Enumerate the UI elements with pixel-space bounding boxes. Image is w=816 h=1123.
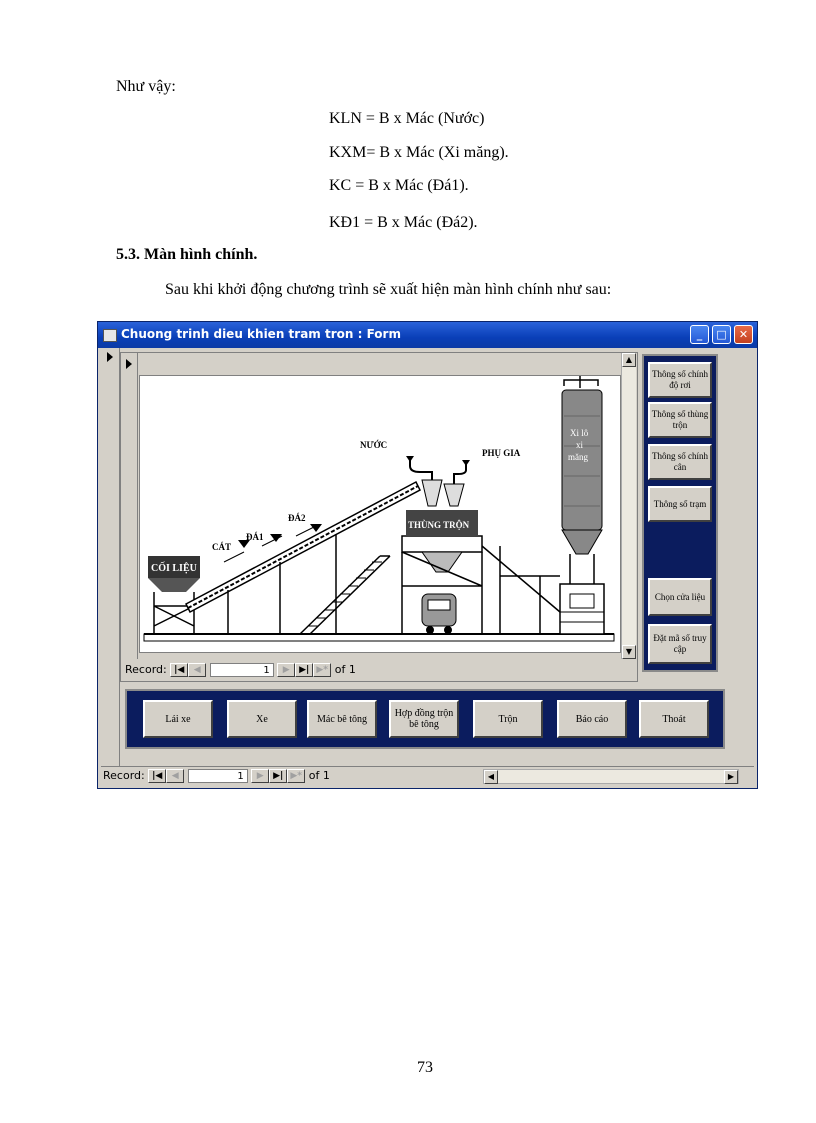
access-form-window bbox=[97, 321, 758, 789]
label-coi-lieu: CỐI LIỆU bbox=[151, 563, 197, 574]
subform-record-number[interactable]: 1 bbox=[210, 663, 274, 677]
drum-settings-button[interactable]: Thông số thùng trộn bbox=[648, 402, 712, 438]
record-selector[interactable] bbox=[101, 348, 120, 766]
truck-wheel-left bbox=[426, 626, 434, 634]
settings-panel bbox=[642, 354, 718, 672]
section-paragraph: Sau khi khởi động chương trình sẽ xuất hiện màn hình chính như sau: bbox=[165, 281, 612, 298]
main-menu-panel bbox=[125, 689, 725, 749]
label-da2: ĐÁ2 bbox=[288, 513, 306, 523]
silo-base-window bbox=[570, 594, 594, 608]
last-record-button[interactable]: ▶| bbox=[295, 663, 313, 677]
label-thung-tron: THÙNG TRỘN bbox=[408, 520, 470, 530]
access-code-button[interactable]: Đặt mã số truy cập bbox=[648, 624, 712, 664]
hopper-cone bbox=[148, 578, 200, 592]
station-settings-button[interactable]: Thông số trạm bbox=[648, 486, 712, 522]
water-pipe bbox=[410, 456, 432, 480]
formula-kxm: KXM= B x Mác (Xi măng). bbox=[329, 144, 509, 161]
label-phu-gia: PHỤ GIA bbox=[482, 448, 521, 458]
scroll-down-button[interactable]: ▼ bbox=[622, 645, 636, 659]
water-valve bbox=[406, 456, 414, 462]
scroll-up-button[interactable]: ▲ bbox=[622, 353, 636, 367]
maximize-button[interactable]: □ bbox=[712, 325, 731, 344]
report-button[interactable]: Báo cáo bbox=[557, 700, 627, 738]
silo-base bbox=[560, 584, 604, 634]
additive-valve bbox=[462, 460, 470, 466]
form-new-record-button[interactable]: ▶* bbox=[287, 769, 305, 783]
scroll-right-button[interactable]: ▶ bbox=[724, 770, 738, 784]
subform-record-count: of 1 bbox=[334, 663, 356, 676]
section-heading: 5.3. Màn hình chính. bbox=[116, 246, 258, 263]
form-prev-record-button[interactable]: ◀ bbox=[166, 769, 184, 783]
silo-top-rail bbox=[564, 380, 598, 386]
plant-diagram bbox=[139, 375, 621, 653]
mix-button[interactable]: Trộn bbox=[473, 700, 543, 738]
concrete-grade-button[interactable]: Mác bê tông bbox=[307, 700, 377, 738]
truck-wheel-right bbox=[444, 626, 452, 634]
diagram-vertical-scrollbar[interactable] bbox=[621, 353, 636, 659]
label-nuoc: NƯỚC bbox=[360, 440, 388, 450]
subform-record-navigator bbox=[125, 663, 356, 679]
label-xi: xi bbox=[576, 440, 584, 450]
plant-diagram-svg bbox=[140, 376, 620, 652]
silo-cone bbox=[562, 530, 602, 554]
window-title: Chuong trinh dieu khien tram tron : Form bbox=[121, 327, 401, 341]
vehicle-button[interactable]: Xe bbox=[227, 700, 297, 738]
intro-text: Như vậy: bbox=[116, 78, 176, 95]
subform-record-selector[interactable] bbox=[121, 353, 138, 659]
first-record-button[interactable]: |◀ bbox=[170, 663, 188, 677]
water-hopper bbox=[422, 480, 442, 506]
stairway bbox=[300, 556, 390, 634]
form-record-navigator bbox=[103, 769, 330, 785]
arrow-cat bbox=[224, 552, 244, 562]
silo-legs bbox=[570, 554, 594, 584]
subform-record-label: Record: bbox=[125, 663, 167, 676]
exit-button[interactable]: Thoát bbox=[639, 700, 709, 738]
mixing-contract-button[interactable]: Hợp đồng trộn bê tông bbox=[389, 700, 459, 738]
form-horizontal-scrollbar[interactable] bbox=[483, 769, 739, 784]
label-da1: ĐÁ1 bbox=[246, 532, 264, 542]
minimize-button[interactable]: _ bbox=[690, 325, 709, 344]
scale-settings-button[interactable]: Thông số chính cân bbox=[648, 444, 712, 480]
prev-record-button[interactable]: ◀ bbox=[188, 663, 206, 677]
additive-hopper bbox=[444, 484, 464, 506]
form-last-record-button[interactable]: ▶| bbox=[269, 769, 287, 783]
formula-kd1: KĐ1 = B x Mác (Đá2). bbox=[329, 214, 478, 231]
select-gate-button[interactable]: Chọn cửa liệu bbox=[648, 578, 712, 616]
close-button[interactable]: ✕ bbox=[734, 325, 753, 344]
formula-kln: KLN = B x Mác (Nước) bbox=[329, 110, 485, 127]
label-mang: măng bbox=[568, 452, 588, 462]
triangle-right-icon bbox=[126, 359, 132, 369]
form-record-label: Record: bbox=[103, 769, 145, 782]
next-record-button[interactable]: ▶ bbox=[277, 663, 295, 677]
formula-kc: KC = B x Mác (Đá1). bbox=[329, 177, 469, 194]
form-status-bar bbox=[101, 766, 754, 787]
form-first-record-button[interactable]: |◀ bbox=[148, 769, 166, 783]
new-record-button[interactable]: ▶* bbox=[313, 663, 331, 677]
form-record-number[interactable]: 1 bbox=[188, 769, 248, 783]
driver-button[interactable]: Lái xe bbox=[143, 700, 213, 738]
truck-window bbox=[428, 600, 450, 610]
mixer-platform bbox=[402, 536, 482, 552]
label-cat: CÁT bbox=[212, 542, 232, 552]
diagram-subform bbox=[120, 352, 638, 682]
form-record-count: of 1 bbox=[308, 769, 330, 782]
page-number: 73 bbox=[417, 1059, 433, 1076]
form-icon bbox=[103, 329, 117, 342]
ground-rail bbox=[144, 634, 614, 641]
triangle-right-icon bbox=[107, 352, 113, 362]
form-next-record-button[interactable]: ▶ bbox=[251, 769, 269, 783]
scroll-left-button[interactable]: ◀ bbox=[484, 770, 498, 784]
hopper-frame bbox=[154, 592, 194, 634]
right-frame bbox=[482, 546, 560, 634]
title-bar[interactable] bbox=[98, 322, 757, 348]
label-xi-lo: Xi lô bbox=[570, 428, 589, 438]
additive-pipe bbox=[454, 462, 466, 484]
form-client-area bbox=[101, 348, 754, 786]
drop-settings-button[interactable]: Thông số chính độ rơi bbox=[648, 362, 712, 398]
